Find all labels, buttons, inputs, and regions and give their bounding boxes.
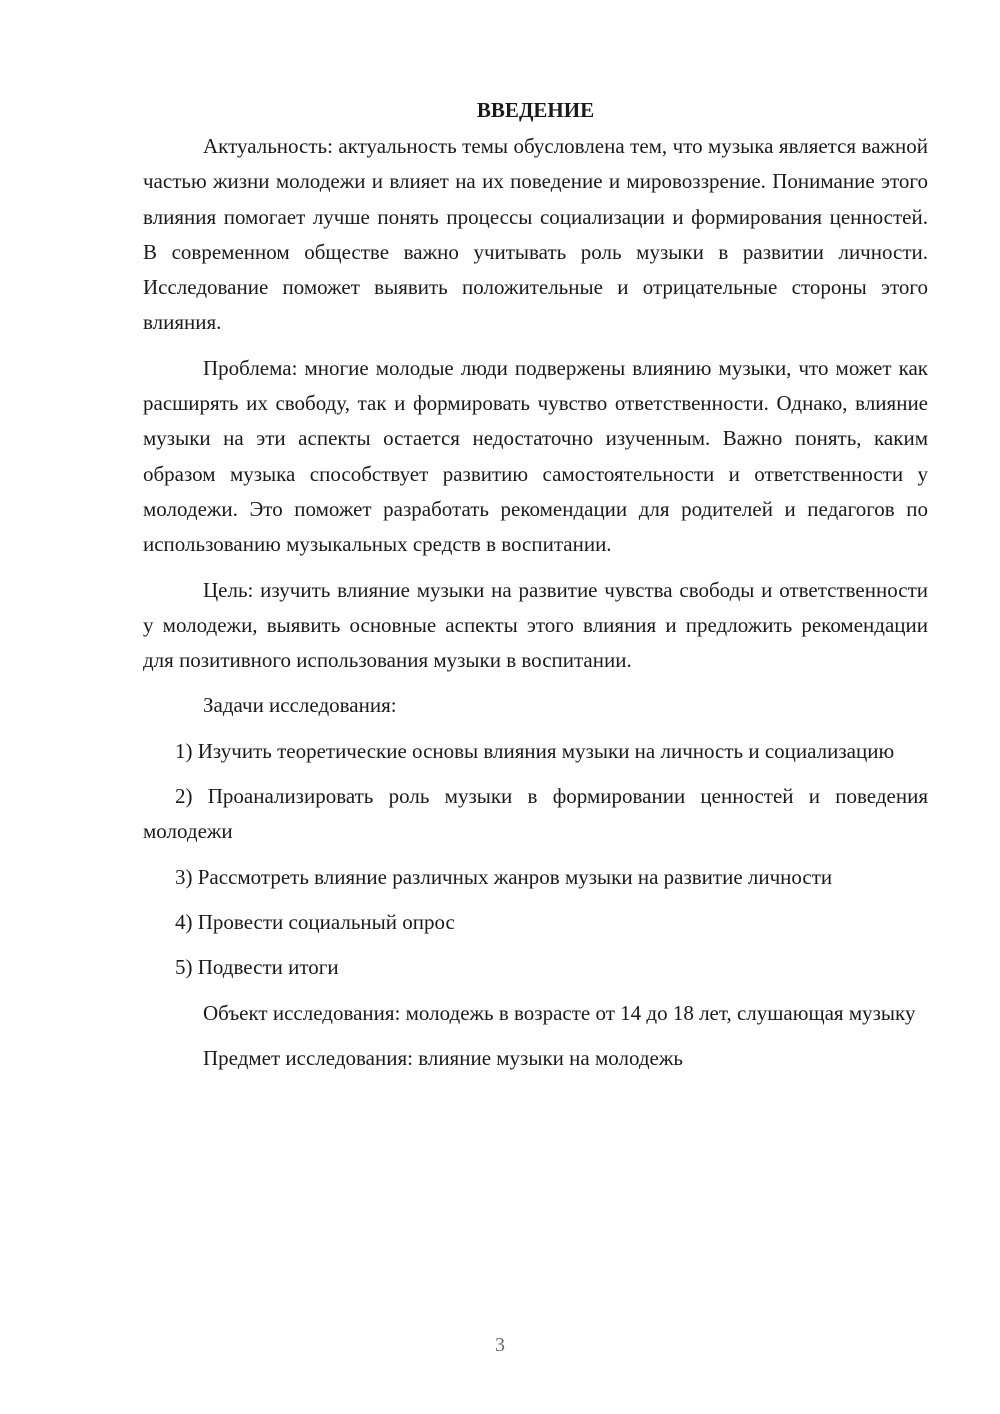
task-item: 3) Рассмотреть влияние различных жанров музыки на развитие личности bbox=[175, 864, 833, 889]
task-item: 1) Изучить теоретические основы влияния музыки на личность и социализацию bbox=[175, 738, 895, 763]
page-number: 3 bbox=[495, 1334, 505, 1356]
section-title: ВВЕДЕНИЕ bbox=[476, 98, 595, 122]
task-item: 5) Подвести итоги bbox=[175, 955, 339, 980]
relevance-paragraph: Актуальность: актуальность темы обусловлена тем, что музыка является важной частью жизни молодежи и влияет на их поведение и мировоззрение. Понимание этого влияния помогает лучше понять процессы социализации и формирования ценностей. В современном обществе важно учитывать роль музыки в развитии личности. Исследование поможет выявить положительные и отрицательные стороны этого влияния. bbox=[143, 134, 928, 335]
task-item: 4) Провести социальный опрос bbox=[175, 909, 455, 934]
goal-paragraph: Цель: изучить влияние музыки на развитие чувства свободы и ответственности у молодежи, выявить основные аспекты этого влияния и предложить рекомендации для позитивного использования музыки в воспитании. bbox=[143, 577, 928, 673]
problem-paragraph: Проблема: многие молодые люди подвержены влиянию музыки, что может как расширять их свободу, так и формировать чувство ответственности. Однако, влияние музыки на эти аспекты остается недостаточно изученным. Важно понять, каким образом музыка способствует развитию самостоятельности и ответственности у молодежи. Это поможет разработать рекомендации для родителей и педагогов по использованию музыкальных средств в воспитании. bbox=[143, 355, 928, 557]
tasks-heading: Задачи исследования: bbox=[203, 693, 397, 718]
object-paragraph: Объект исследования: молодежь в возрасте от 14 до 18 лет, слушающая музыку bbox=[203, 1000, 916, 1025]
task-item: 2) Проанализировать роль музыки в формировании ценностей и поведения молодежи bbox=[143, 784, 928, 844]
subject-paragraph: Предмет исследования: влияние музыки на молодежь bbox=[203, 1045, 683, 1070]
page-content bbox=[143, 95, 928, 1086]
